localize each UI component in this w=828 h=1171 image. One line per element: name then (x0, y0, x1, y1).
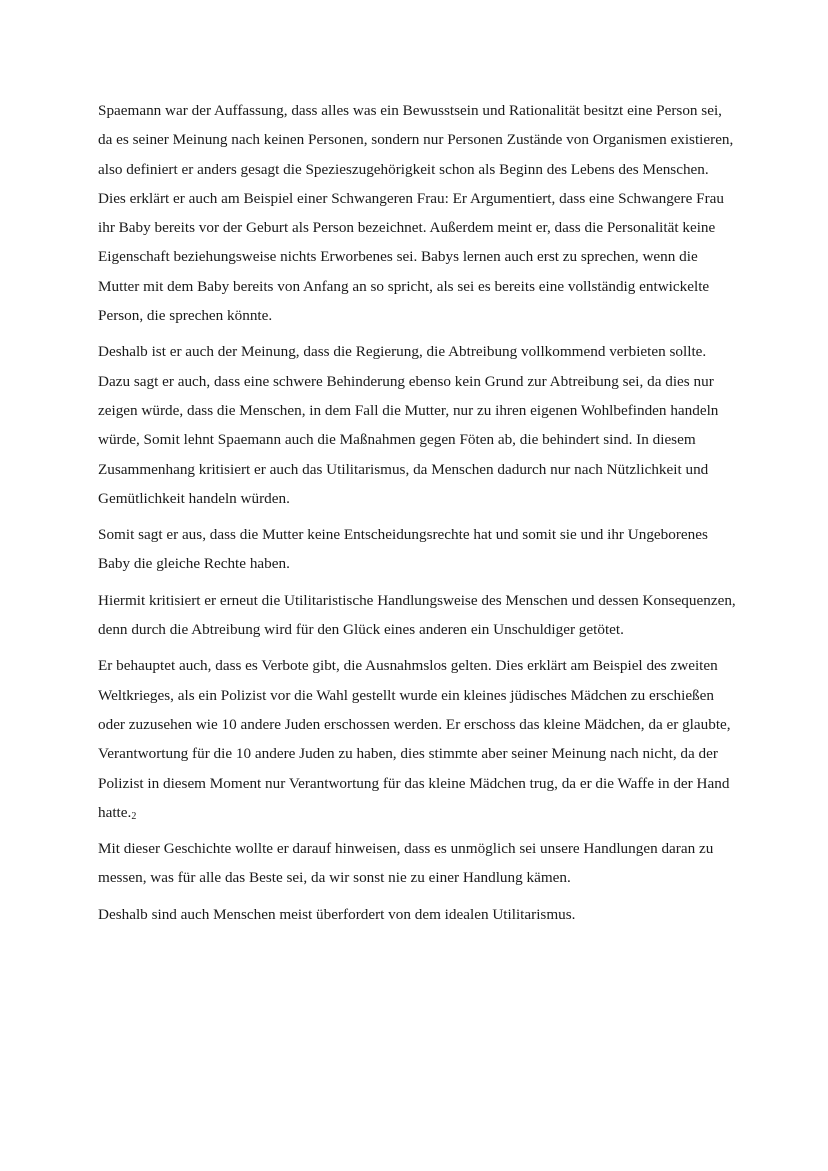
paragraph-7 (98, 900, 738, 929)
paragraph-1-text: Spaemann war der Auffassung, dass alles was ein Bewusstsein und Rationalität besitzt eine Person sei, da es seiner Meinung nach keinen Personen, sondern nur Personen Zustände von Organismen existieren, also definiert er anders gesagt die Spezieszugehörigkeit schon als Beginn des Lebens des Menschen. Dies erklärt er auch am Beispiel einer Schwangeren Frau: Er Argumentiert, dass eine Schwangere Frau ihr Baby bereits vor der Geburt als Person bezeichnet. Außerdem meint er, dass die Personalität keine Eigenschaft beziehungsweise nichts Erworbenes sei. Babys lernen auch erst zu sprechen, wenn die Mutter mit dem Baby bereits von Anfang an so spricht, als sei es bereits eine vollständig entwickelte Person, die sprechen könnte. (98, 102, 734, 325)
paragraph-1 (98, 96, 738, 330)
paragraph-6-text: Mit dieser Geschichte wollte er darauf hinweisen, dass es unmöglich sei unsere Handlungen daran zu messen, was für alle das Beste sei, da wir sonst nie zu einer Handlung kämen. (98, 840, 714, 887)
paragraph-4-text: Hiermit kritisiert er erneut die Utilitaristische Handlungsweise des Menschen und dessen Konsequenzen, denn durch die Abtreibung wird für den Glück eines anderen ein Unschuldiger getötet. (98, 591, 736, 639)
paragraph-3 (98, 520, 738, 579)
paragraph-7-text: Deshalb sind auch Menschen meist überfordert von dem idealen Utilitarismus. (98, 905, 576, 923)
document-body (98, 96, 738, 936)
paragraph-4 (98, 586, 738, 645)
paragraph-2-text: Deshalb ist er auch der Meinung, dass die Regierung, die Abtreibung vollkommend verbieten sollte. Dazu sagt er auch, dass eine schwere Behinderung ebenso kein Grund zur Abtreibung sei, da dies nur zeigen würde, dass die Menschen, in dem Fall die Mutter, nur zu ihren eigenen Wohlbefinden handeln würde, Somit lehnt Spaemann auch die Maßnahmen gegen Föten ab, die behindert sind. In diesem Zusammenhang kritisiert er auch das Utilitarismus, da Menschen dadurch nur nach Nützlichkeit und Gemütlichkeit handeln würden. (98, 343, 719, 507)
paragraph-5-text: Er behauptet auch, dass es Verbote gibt, die Ausnahmslos gelten. Dies erklärt am Beispiel des zweiten Weltkrieges, als ein Polizist vor die Wahl gestellt wurde ein kleines jüdisches Mädchen zu erschießen oder zuzusehen wie 10 andere Juden erschossen werden. Er erschoss das kleine Mädchen, da er glaubte, Verantwortung für die 10 andere Juden zu haben, dies stimmte aber seiner Meinung nach nicht, da der Polizist in diesem Moment nur Verantwortung für das kleine Mädchen trug, da er die Waffe in der Hand hatte. (98, 657, 731, 821)
paragraph-3-text: Somit sagt er aus, dass die Mutter keine Entscheidungsrechte hat und somit sie und ihr Ungeborenes Baby die gleiche Rechte haben. (98, 526, 708, 573)
paragraph-5 (98, 651, 738, 827)
footnote-reference: 2 (131, 810, 137, 822)
paragraph-6 (98, 834, 738, 893)
paragraph-2 (98, 337, 738, 513)
